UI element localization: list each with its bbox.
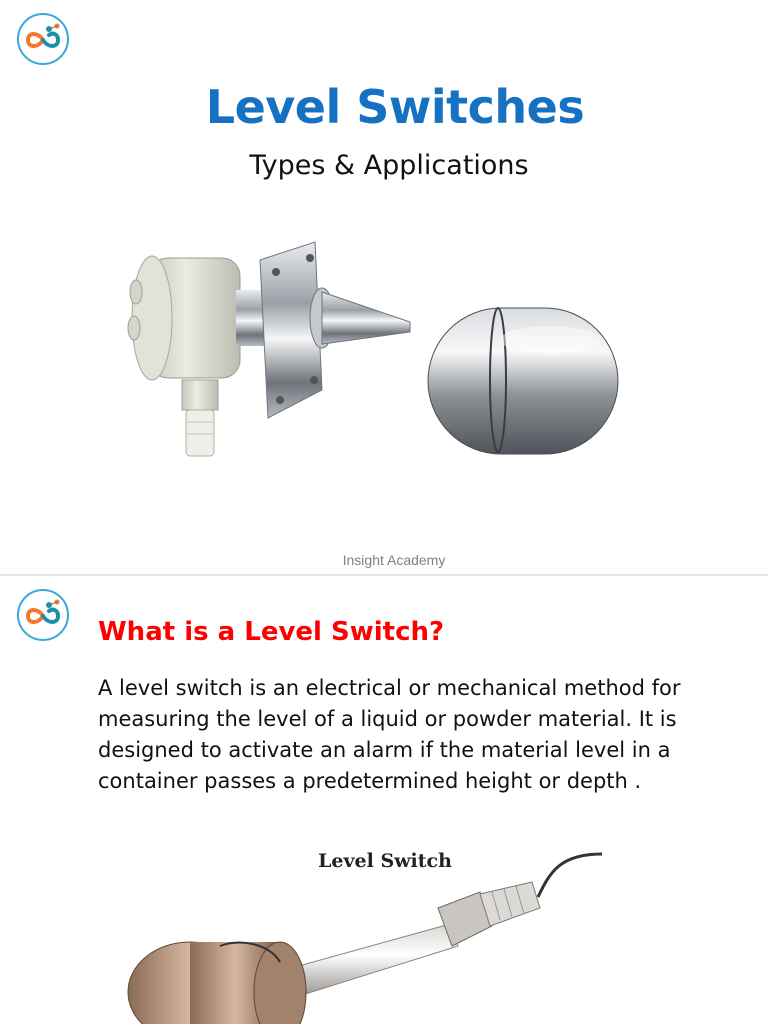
slide-subtitle: Types & Applications: [249, 150, 529, 181]
slide-title: Level Switches: [205, 80, 585, 134]
section-heading: What is a Level Switch?: [98, 617, 445, 647]
logo-icon: [16, 12, 70, 66]
float-level-switch-image: [110, 230, 650, 470]
footer-text: Insight Academy: [342, 552, 446, 568]
image-caption: Level Switch: [318, 850, 452, 872]
logo-icon: [16, 588, 70, 642]
definition-paragraph: A level switch is an electrical or mechanical method for measuring the level of a liquid or powder material. It is designed to activate an alarm if the material level in a container passes a predetermined height or depth .: [98, 676, 681, 793]
